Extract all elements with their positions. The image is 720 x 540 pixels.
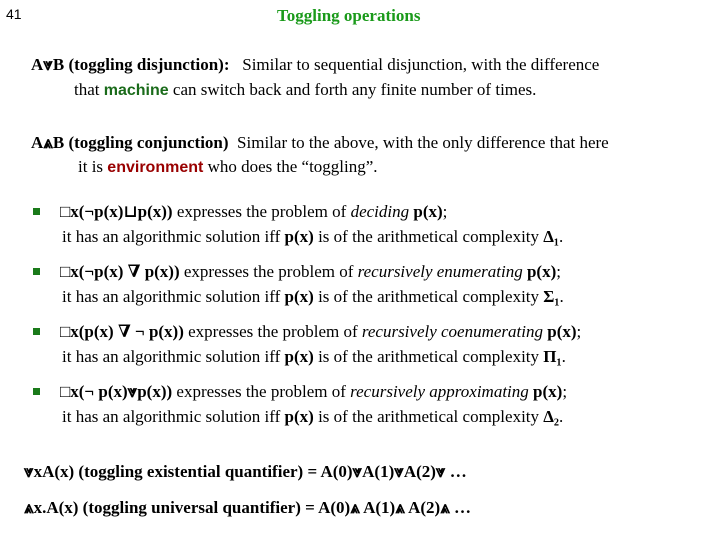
bullet-line-1 <box>60 382 567 402</box>
bullet-variable: p(x) <box>409 202 443 221</box>
bullet-text: expresses the problem of <box>183 322 362 341</box>
bullet-text: expresses the problem of <box>172 202 351 221</box>
conjunction-line-1 <box>31 133 609 153</box>
bullet-text: is of the arithmetical complexity <box>313 407 544 426</box>
bullet-text: it has an algorithmic solution iff <box>62 407 285 426</box>
disjunction-line-1 <box>31 55 599 75</box>
bullet-variable: p(x) <box>528 382 563 401</box>
existential-quantifier-line: ⩔xA(x) (toggling existential quantifier) = A(0)⩔A(1)⩔A(2)⩔ … <box>24 462 467 481</box>
bullet-variable: p(x) <box>284 287 314 306</box>
environment-emphasis: environment <box>107 159 204 176</box>
disjunction-text-2-pre: that <box>74 80 104 99</box>
complexity-class: Δ₂ <box>543 407 560 426</box>
bullet-problem-name: recursively approximating <box>350 382 529 401</box>
bullet-text: is of the arithmetical complexity <box>313 227 544 246</box>
bullet-formula: □x(¬p(x) ∇ p(x)) <box>60 262 180 281</box>
bullet-problem-name: recursively enumerating <box>357 262 523 281</box>
conjunction-text-2-post: who does the “toggling”. <box>203 157 378 176</box>
bullet-text: it has an algorithmic solution iff <box>62 287 285 306</box>
slide-number: 41 <box>6 6 22 22</box>
conjunction-text-2-pre: it is <box>78 157 108 176</box>
bullet-line-2 <box>62 287 564 307</box>
bullet-variable: p(x) <box>284 347 314 366</box>
bullet-punct: . <box>559 287 564 306</box>
bullet-punct: ; <box>562 382 568 401</box>
bullet-text: expresses the problem of <box>172 382 351 401</box>
complexity-class: Π₁ <box>543 347 562 366</box>
bullet-text: is of the arithmetical complexity <box>313 287 544 306</box>
complexity-class: Σ₁ <box>543 287 560 306</box>
bullet-text: is of the arithmetical complexity <box>313 347 544 366</box>
bullet-problem-name: deciding <box>350 202 410 221</box>
slide-title: Toggling operations <box>277 6 421 25</box>
bullet-punct: . <box>561 347 566 366</box>
bullet-text: it has an algorithmic solution iff <box>62 227 285 246</box>
disjunction-line-2 <box>74 80 536 100</box>
bullet-punct: ; <box>442 202 448 221</box>
bullet-punct: ; <box>576 322 582 341</box>
bullet-marker <box>33 268 40 275</box>
bullet-problem-name: recursively coenumerating <box>361 322 543 341</box>
conjunction-text-1: Similar to the above, with the only difference that here <box>237 133 609 152</box>
bullet-marker <box>33 388 40 395</box>
bullet-line-1 <box>60 322 581 342</box>
complexity-class: Δ₁ <box>543 227 560 246</box>
machine-emphasis: machine <box>103 82 169 99</box>
bullet-marker <box>33 328 40 335</box>
bullet-variable: p(x) <box>284 407 314 426</box>
bullet-line-2 <box>62 227 563 247</box>
bullet-formula: □x(¬p(x)⊔p(x)) <box>60 202 173 221</box>
bullet-line-1 <box>60 202 447 222</box>
bullet-formula: □x(p(x) ∇ ¬ p(x)) <box>60 322 184 341</box>
bullet-line-2 <box>62 407 563 427</box>
bullet-line-1 <box>60 262 561 282</box>
bullet-punct: . <box>559 407 564 426</box>
disjunction-text-1: Similar to sequential disjunction, with the difference <box>242 55 600 74</box>
bullet-punct: . <box>559 227 564 246</box>
disjunction-text-2-post: can switch back and forth any finite number of times. <box>168 80 537 99</box>
universal-quantifier-line: ⩓x.A(x) (toggling universal quantifier) = A(0)⩓ A(1)⩓ A(2)⩓ … <box>24 498 472 517</box>
bullet-variable: p(x) <box>284 227 314 246</box>
bullet-text: it has an algorithmic solution iff <box>62 347 285 366</box>
bullet-formula: □x(¬ p(x)⩔p(x)) <box>60 382 173 401</box>
bullet-line-2 <box>62 347 566 367</box>
bullet-text: expresses the problem of <box>179 262 358 281</box>
bullet-punct: ; <box>556 262 561 281</box>
disjunction-term: A⩔B (toggling disjunction): <box>31 55 230 74</box>
bullet-variable: p(x) <box>543 322 577 341</box>
conjunction-line-2 <box>78 157 378 177</box>
bullet-marker <box>33 208 40 215</box>
bullet-variable: p(x) <box>522 262 557 281</box>
conjunction-term: A⩓B (toggling conjunction) <box>31 133 229 152</box>
